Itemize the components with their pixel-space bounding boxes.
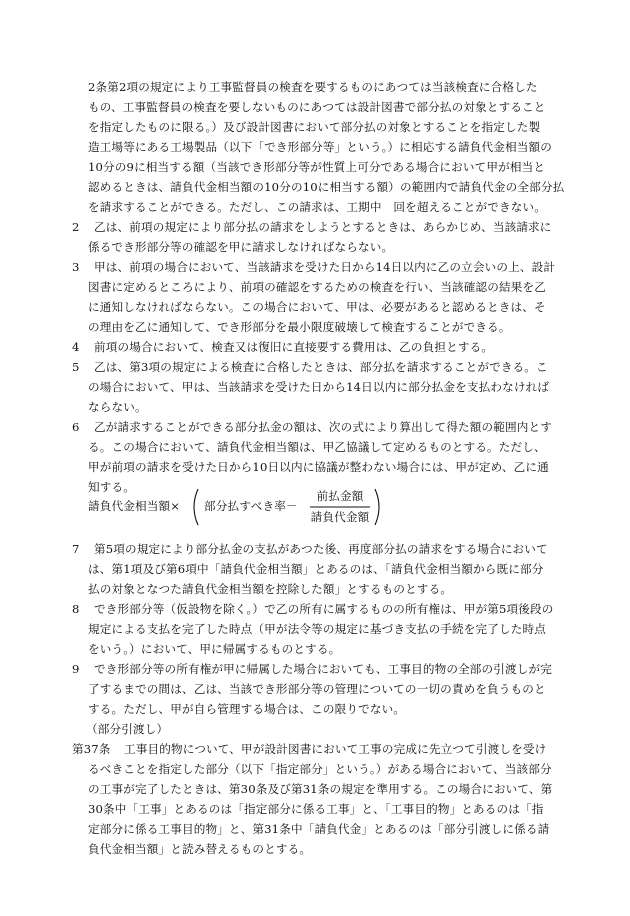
paragraph-line: 係るでき形部分等の確認を甲に請求しなければならない。 [88,240,394,254]
paragraph-line: する。ただし、甲が自ら管理する場合は、この限りでない。 [88,702,406,716]
paragraph-line: に通知しなければならない。この場合において、甲は、必要があると認めるときは、そ [88,300,546,314]
paragraph-line: 払の対象となつた請負代金相当額を控除した額」とするものとする。 [88,582,453,596]
paragraph-number: 6 [72,420,80,434]
section-heading: （部分引渡し） [86,722,169,736]
paragraph-line: でき形部分等（仮設物を除く。）で乙の所有に属するものの所有権は、甲が第5項後段の [94,602,554,616]
article-line: 負代金相当額」と読み替えるものとする。 [88,842,312,856]
formula-lead: 請負代金相当額× [88,499,181,513]
paragraph-line: る。この場合において、請負代金相当額は、甲乙協議して定めるものとする。ただし、 [88,440,546,454]
paragraph-line: 乙は、第3項の規定による検査に合格したときは、部分払を請求することができる。こ [94,360,548,374]
payment-formula [88,486,408,528]
body-line: 2条第2項の規定により工事監督員の検査を要するものにあつては当該検査に合格した [88,80,538,94]
paragraph-line: ならない。 [88,400,147,414]
article-label: 第37条 [72,742,111,756]
paragraph-line: 第5項の規定により部分払金の支払があつた後、再度部分払の請求をする場合において [94,542,548,556]
body-line: もの、工事監督員の検査を要しないものにあつては設計図書で部分払の対象とすること [88,100,546,114]
body-line: を請求することができる。ただし、この請求は、工期中 回を超えることができない。 [88,200,547,214]
paragraph-number: 4 [72,340,80,354]
article-line: 工事目的物について、甲が設計図書において工事の完成に先立つて引渡しを受け [124,742,547,756]
paragraph-number: 9 [72,662,80,676]
paragraph-line: でき形部分等の所有権が甲に帰属した場合においても、工事目的物の全部の引渡しが完 [94,662,553,676]
paragraph-line: 乙は、前項の規定により部分払の請求をしようとするときは、あらかじめ、当該請求に [94,220,552,234]
right-paren [375,489,379,525]
paragraph-number: 5 [72,360,80,374]
paragraph-line: 甲は、前項の場合において、当該請求を受けた日から14日以内に乙の立会いの上、設計 [94,260,556,274]
paragraph-line: 甲が前項の請求を受けた日から10日以内に協議が整わない場合には、甲が定め、乙に通 [88,460,549,474]
paragraph-line: 前項の場合において、検査又は復旧に直接要する費用は、乙の負担とする。 [94,340,494,354]
formula-rate-term: 部分払すべき率－ [204,499,298,513]
paragraph-line: の場合において、甲は、当該請求を受けた日から14日以内に部分払金を支払わなければ [88,380,550,394]
paragraph-line: 知する。 [88,480,135,494]
article-line: の工事が完了したときは、第30条及び第31条の規定を準用する。この場合において、第 [88,782,553,796]
formula-denominator: 請負代金額 [310,510,370,524]
paragraph-line: 了するまでの間は、乙は、当該でき形部分等の管理についての一切の責めを負うものと [88,682,546,696]
paragraph-number: 7 [72,542,80,556]
article-line: 30条中「工事」とあるのは「指定部分に係る工事」と、「工事目的物」とあるのは「指 [88,802,544,816]
paragraph-number: 3 [72,260,80,274]
article-line: 定部分に係る工事目的物」と、第31条中「請負代金」とあるのは「部分引渡しに係る請 [88,822,550,836]
left-paren [194,489,198,525]
body-line: 造工場等にある工場製品（以下「でき形部分等」という。）に相応する請負代金相当額の [88,140,552,154]
article-line: るべきことを指定した部分（以下「指定部分」という。）がある場合において、当該部分 [88,762,552,776]
paragraph-line: をいう。）において、甲に帰属するものとする。 [88,642,341,656]
body-line: を指定したものに限る。）及び設計図書において部分払の対象とすることを指定した製 [88,120,541,134]
paragraph-line: 乙が請求することができる部分払金の額は、次の式により算出して得た額の範囲内とす [94,420,553,434]
paragraph-number: 2 [72,220,80,234]
paragraph-line: 規定による支払を完了した時点（甲が法令等の規定に基づき支払の手続を完了した時点 [88,622,547,636]
paragraph-line: は、第1項及び第6項中「請負代金相当額」とあるのは、「請負代金相当額から既に部分 [88,562,544,576]
paragraph-number: 8 [72,602,80,616]
paragraph-line: の理由を乙に通知して、でき形部分を最小限度破壊して検査することができる。 [88,320,511,334]
paragraph-line: 図書に定めるところにより、前項の確認をするための検査を行い、当該確認の結果を乙 [88,280,547,294]
body-line: 認めるときは、請負代金相当額の10分の10に相当する額）の範囲内で請負代金の全部分払 [88,180,565,194]
body-line: 10分の9に相当する額（当該でき形部分等が性質上可分である場合において甲が相当と [88,160,546,174]
formula-numerator: 前払金額 [316,489,364,503]
